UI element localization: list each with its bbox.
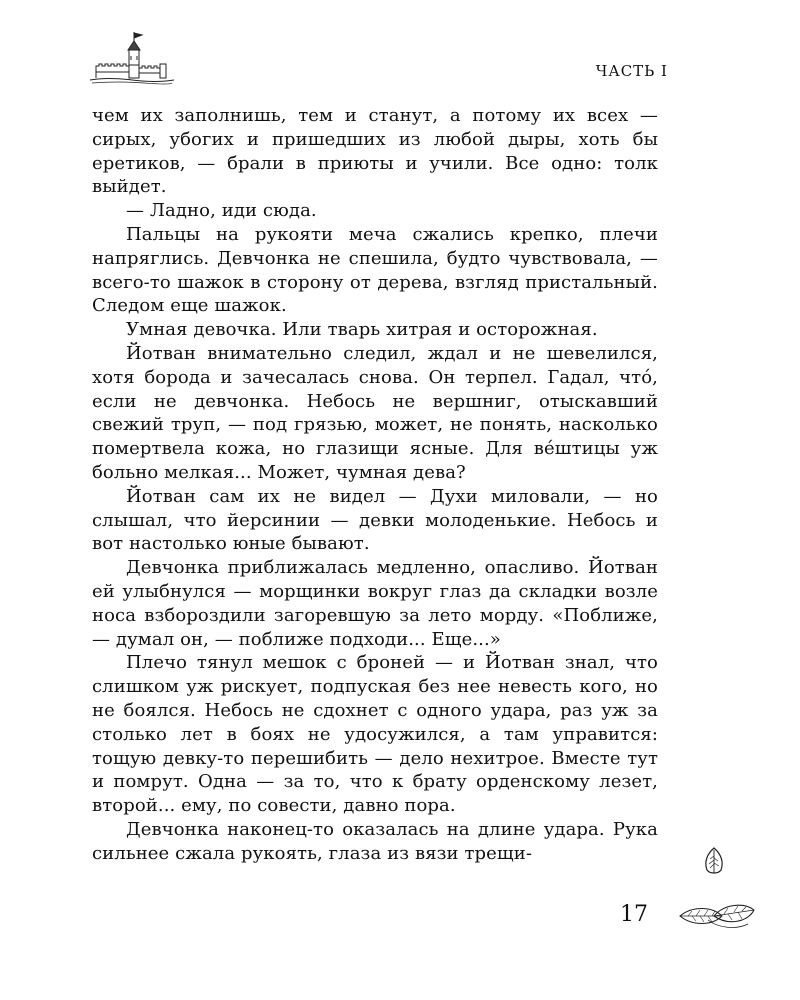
paragraph: Йотван внимательно следил, ждал и не шевелился, хотя борода и зачесалась снова. Он терпел. Гадал, что́, если не девчонка. Небось не вершниг, отыскавший свежий труп, — под грязью, может, не понять, насколько помертвела кожа, но глазищи ясные. Для ве́штицы уж больно мелкая... Может, чумная дева? bbox=[92, 342, 658, 483]
paragraph: Девчонка приближалась медленно, опасливо. Йотван ей улыбнулся — морщинки вокруг глаз да складки возле носа взбороздили загоревшую за лето морду. «Поближе, — думал он, — поближе подходи... Еще...» bbox=[92, 557, 658, 650]
body-text bbox=[92, 104, 658, 866]
running-header: ЧАСТЬ I bbox=[595, 62, 668, 80]
paragraph: Умная девочка. Или тварь хитрая и осторожная. bbox=[126, 319, 598, 341]
paragraph: чем их заполнишь, тем и станут, а потому их всех — сирых, убогих и пришедших из любой дыры, хоть бы еретиков, — брали в приюты и учили. Все одно: толк выйдет. bbox=[92, 105, 658, 198]
leaves-icon bbox=[678, 898, 756, 934]
paragraph: Йотван сам их не видел — Духи миловали, — но слышал, что йерсинии — девки молоденькие. Небось и вот настолько юные бывают. bbox=[92, 485, 658, 555]
paragraph: Девчонка наконец-то оказалась на длине удара. Рука сильнее сжала рукоять, глаза из вязи трещи- bbox=[92, 818, 658, 864]
paragraph: Плечо тянул мешок с броней — и Йотван знал, что слишком уж рискует, подпуская без нее невесть кого, но не боялся. Небось не сдохнет с одного удара, раз уж за столько лет в боях не удосужился, а там управится: тощую девку-то перешибить — дело нехитрое. Вместе тут и помрут. Одна — за то, что к брату орденскому лезет, второй... ему, по совести, давно пора. bbox=[92, 652, 658, 817]
castle-icon bbox=[88, 30, 176, 86]
paragraph: Пальцы на рукояти меча сжались крепко, плечи напряглись. Девчонка не спешила, будто чувствовала, — всего-то шажок в сторону от дерева, взгляд пристальный. Следом еще шажок. bbox=[92, 223, 658, 317]
page-number: 17 bbox=[620, 902, 648, 927]
paragraph: — Ладно, иди сюда. bbox=[126, 200, 317, 222]
leaf-icon bbox=[701, 846, 727, 876]
